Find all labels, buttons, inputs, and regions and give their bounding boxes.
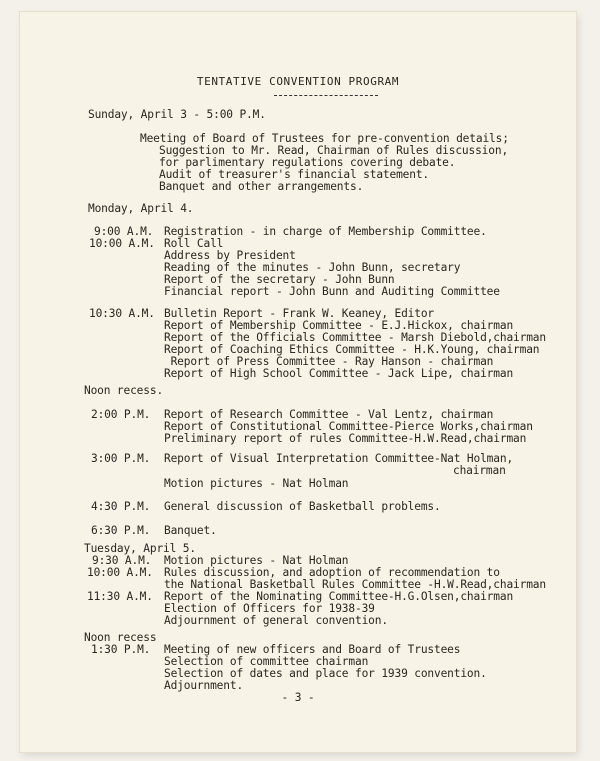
time-label: 10:00 A.M. xyxy=(89,237,155,250)
schedule-item: Motion pictures - Nat Holman xyxy=(164,554,349,567)
schedule-item: Reading of the minutes - John Bunn, secretary xyxy=(164,261,461,274)
schedule-item: Roll Call xyxy=(164,237,224,250)
sunday-line: Audit of treasurer's financial statement. xyxy=(159,168,430,181)
noon-recess: Noon recess. xyxy=(84,384,164,397)
schedule-item: Report of High School Committee - Jack Lipe, chairman xyxy=(164,367,514,380)
document-title: TENTATIVE CONVENTION PROGRAM xyxy=(196,75,400,88)
time-label: 4:30 P.M. xyxy=(91,500,151,513)
schedule-item: Selection of committee chairman xyxy=(164,655,369,668)
monday-heading: Monday, April 4. xyxy=(88,202,194,215)
sunday-heading: Sunday, April 3 - 5:00 P.M. xyxy=(88,108,266,121)
schedule-item: Report of Membership Committee - E.J.Hickox, chairman xyxy=(164,319,514,332)
schedule-item: Registration - in charge of Membership Committee. xyxy=(164,225,487,238)
schedule-item: General discussion of Basketball problems. xyxy=(164,500,441,513)
schedule-item: Report of Coaching Ethics Committee - H.K.Young, chairman xyxy=(164,343,540,356)
schedule-item: Meeting of new officers and Board of Trustees xyxy=(164,643,461,656)
schedule-item: Election of Officers for 1938-39 xyxy=(164,602,375,615)
time-label: 2:00 P.M. xyxy=(91,408,151,421)
page-number: - 3 - xyxy=(281,691,315,704)
program-document xyxy=(20,12,576,752)
sunday-line: Suggestion to Mr. Read, Chairman of Rules discussion, xyxy=(159,144,509,157)
title-underline xyxy=(274,95,378,96)
schedule-item: Preliminary report of rules Committee-H.W.Read,chairman xyxy=(164,432,527,445)
schedule-item: Report of Constitutional Committee-Pierce Works,chairman xyxy=(164,420,533,433)
schedule-item: Adjournment. xyxy=(164,679,244,692)
document-page xyxy=(20,12,576,752)
schedule-item: Financial report - John Bunn and Auditing Committee xyxy=(164,285,500,298)
noon-recess: Noon recess xyxy=(84,631,157,644)
time-label: 10:00 A.M. xyxy=(87,566,153,579)
schedule-item: Report of the secretary - John Bunn xyxy=(164,273,395,286)
schedule-item: Selection of dates and place for 1939 convention. xyxy=(164,667,487,680)
schedule-item: Report of the Officials Committee - Marsh Diebold,chairman xyxy=(164,331,546,344)
time-label: 3:00 P.M. xyxy=(91,452,151,465)
schedule-item: Address by President xyxy=(164,249,296,262)
schedule-item: Adjournment of general convention. xyxy=(164,614,388,627)
sunday-line: Banquet and other arrangements. xyxy=(159,180,364,193)
schedule-item: the National Basketball Rules Committee -H.W.Read,chairman xyxy=(164,578,546,591)
time-label: 1:30 P.M. xyxy=(91,643,151,656)
schedule-item: Report of Visual Interpretation Committee-Nat Holman, xyxy=(164,452,514,465)
schedule-item: Banquet. xyxy=(164,524,217,537)
schedule-item: Report of Research Committee - Val Lentz, chairman xyxy=(164,408,494,421)
sunday-line: for parlimentary regulations covering debate. xyxy=(159,156,456,169)
schedule-item: Rules discussion, and adoption of recommendation to xyxy=(164,566,500,579)
schedule-item: Motion pictures - Nat Holman xyxy=(164,477,349,490)
time-label: 9:00 A.M. xyxy=(94,225,154,238)
tuesday-heading: Tuesday, April 5. xyxy=(84,542,196,555)
sunday-line: Meeting of Board of Trustees for pre-convention details; xyxy=(140,132,509,145)
time-label: 11:30 A.M. xyxy=(87,590,153,603)
time-label: 10:30 A.M. xyxy=(89,307,155,320)
schedule-item: Report of Press Committee - Ray Hanson - chairman xyxy=(164,355,494,368)
time-label: 9:30 A.M. xyxy=(92,554,152,567)
schedule-item: chairman xyxy=(453,464,506,477)
schedule-item: Bulletin Report - Frank W. Keaney, Editor xyxy=(164,307,435,320)
time-label: 6:30 P.M. xyxy=(91,524,151,537)
schedule-item: Report of the Nominating Committee-H.G.Olsen,chairman xyxy=(164,590,514,603)
